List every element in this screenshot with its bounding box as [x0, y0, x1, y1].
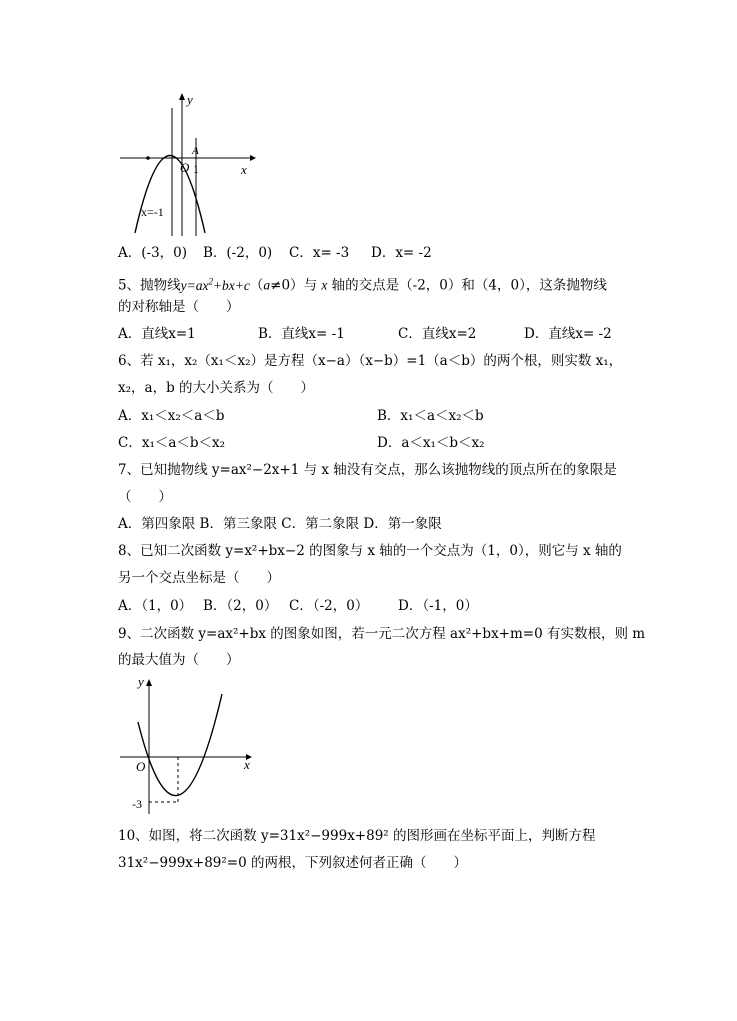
- q10-stem-line1: 10、如图，将二次函数 y=31x²−999x+89² 的图形画在坐标平面上，判断方程: [118, 828, 596, 844]
- axis-equation-label: x=-1: [141, 205, 164, 219]
- q4-option-a: A．(-3，0): [118, 245, 188, 261]
- q8-option-d: D．（-1，0）: [398, 598, 478, 614]
- q8-option-c: C．（-2，0）: [289, 598, 369, 614]
- q5-stem-line1: 5、抛物线$y=ax^2+bx+c(a\ne 0)$与 x 轴的交点是（-2，0）和（4，0），这条抛物线: [118, 276, 607, 294]
- q6-option-c: C．x₁＜a＜b＜x₂: [118, 435, 226, 451]
- q9-stem-line1: 9、二次函数 y=ax²+bx 的图象如图，若一元二次方程 ax²+bx+m=0 有实数根，则 m: [118, 626, 646, 642]
- x-label: x: [244, 757, 250, 772]
- y-axis-arrow: [179, 93, 185, 100]
- y-label: y: [187, 92, 193, 107]
- one-label: 1: [193, 162, 199, 176]
- q7-stem-line2: （ ）: [118, 489, 172, 505]
- q7-stem-line1: 7、已知抛物线 y=ax²−2x+1 与 x 轴没有交点，那么该抛物线的顶点所在的象限是: [118, 462, 617, 478]
- q5-stem-line2: 的对称轴是（ ）: [118, 299, 240, 315]
- q4-option-b: B．(-2，0): [203, 245, 273, 261]
- q4-option-c: C．x= -3: [289, 245, 350, 261]
- origin-label: O: [180, 160, 190, 175]
- x-label: x: [241, 162, 247, 177]
- q8-stem-line2: 另一个交点坐标是（ ）: [118, 570, 280, 586]
- q6-stem-line2: x₂，a，b 的大小关系为（ ）: [118, 380, 315, 396]
- q6-stem-line1: 6、若 x₁，x₂（x₁＜x₂）是方程（x−a）（x−b）=1（a＜b）的两个根，则实数 x₁，: [118, 353, 623, 369]
- point-a-label: A: [192, 145, 199, 157]
- q8-option-a: A．（1，0）: [118, 598, 193, 614]
- y-label: y: [138, 674, 144, 689]
- q5-option-c: C．直线x=2: [398, 326, 477, 342]
- figure-downward-parabola: [115, 88, 265, 238]
- parabola-curve: [138, 694, 222, 796]
- q5-option-b: B．直线x= -1: [258, 326, 345, 342]
- q9-stem-line2: 的最大值为（ ）: [118, 652, 240, 668]
- neg3-label: -3: [132, 797, 142, 811]
- left-root-point: [146, 156, 150, 160]
- y-axis-arrow: [146, 679, 152, 686]
- q8-stem-line1: 8、已知二次函数 y=x²+bx−2 的图象与 x 轴的一个交点为（1，0），则它与 x 轴的: [118, 543, 622, 559]
- q6-option-a: A．x₁＜x₂＜a＜b: [118, 408, 225, 424]
- q6-option-d: D．a＜x₁＜b＜x₂: [377, 435, 485, 451]
- q10-stem-line2: 31x²−999x+89²=0 的两根，下列叙述何者正确（ ）: [118, 855, 467, 871]
- q5-option-d: D．直线x= -2: [524, 326, 612, 342]
- origin-label: O: [136, 759, 146, 774]
- q4-option-d: D．x= -2: [371, 245, 432, 261]
- q6-option-b: B．x₁＜a＜x₂＜b: [377, 408, 484, 424]
- q8-option-b: B．（2，0）: [203, 598, 278, 614]
- figure-upward-parabola: [118, 672, 258, 817]
- q7-options: A．第四象限 B．第三象限 C．第二象限 D．第一象限: [118, 516, 442, 532]
- q5-option-a: A．直线x=1: [118, 326, 196, 342]
- x-axis-arrow: [250, 155, 256, 161]
